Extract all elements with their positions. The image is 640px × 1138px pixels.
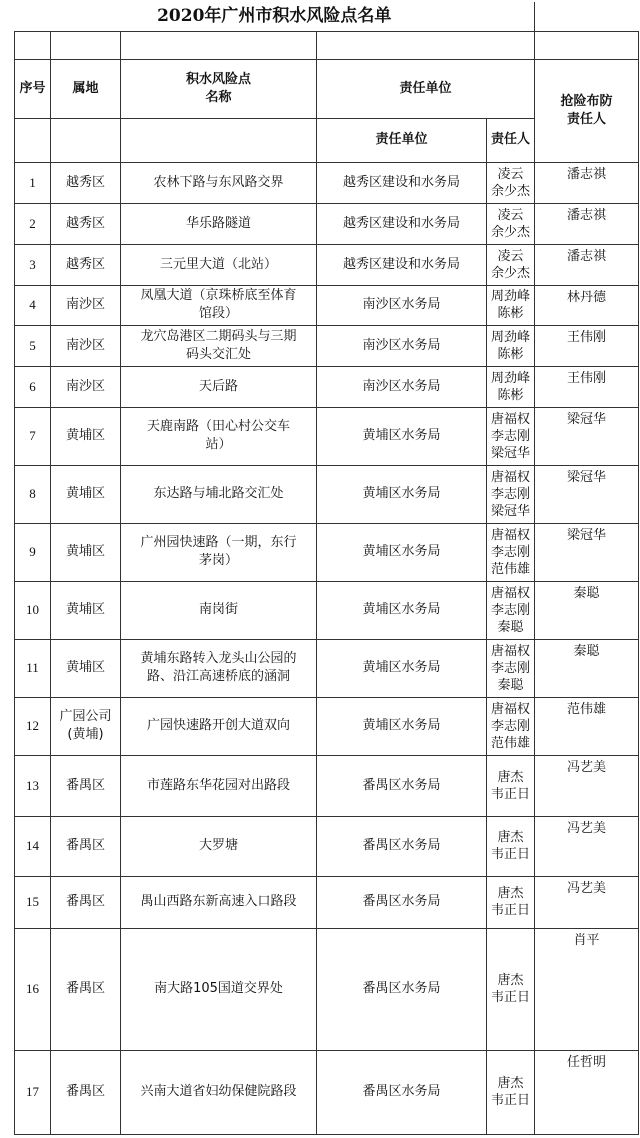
row-index: 14 [15,816,51,876]
table-row [15,755,639,816]
row-unit: 黄埔区水务局 [317,465,487,523]
row-unit: 番禺区水务局 [317,816,487,876]
row-point-name: 市莲路东华花园对出路段 [121,755,317,816]
header-sub-person: 责任人 [487,118,535,162]
row-point-name: 广州园快速路（一期，东行 茅岗） [121,523,317,581]
row-unit: 黄埔区水务局 [317,581,487,639]
table-row [15,285,639,325]
table-row [15,162,639,203]
row-index: 9 [15,523,51,581]
row-leader: 林丹德 [535,285,639,325]
row-persons: 唐福权 李志刚 范伟雄 [487,523,535,581]
row-district: 番禺区 [51,755,121,816]
row-district: 番禺区 [51,876,121,928]
row-district: 南沙区 [51,366,121,407]
row-persons: 唐杰 韦正日 [487,1050,535,1134]
table-row [15,325,639,366]
row-persons: 唐福权 李志刚 范伟雄 [487,697,535,755]
row-district: 越秀区 [51,203,121,244]
row-leader: 梁冠华 [535,465,639,523]
row-persons: 唐杰 韦正日 [487,755,535,816]
row-index: 4 [15,285,51,325]
page-title: 2020年广州市积水风险点名单 [15,2,535,31]
row-persons: 唐福权 李志刚 梁冠华 [487,465,535,523]
blank-cell [15,31,51,59]
table-row [15,697,639,755]
blank-cell [317,31,535,59]
row-index: 3 [15,244,51,285]
row-point-name: 三元里大道（北站） [121,244,317,285]
row-index: 15 [15,876,51,928]
row-leader: 王伟刚 [535,325,639,366]
row-persons: 唐杰 韦正日 [487,928,535,1050]
row-persons: 唐福权 李志刚 秦聪 [487,581,535,639]
risk-point-table [14,2,639,1135]
row-leader: 梁冠华 [535,407,639,465]
row-point-name: 天后路 [121,366,317,407]
header-index: 序号 [15,59,51,118]
row-index: 2 [15,203,51,244]
title-blank-cell [535,2,639,31]
row-unit: 番禺区水务局 [317,876,487,928]
row-unit: 番禺区水务局 [317,755,487,816]
header-sub-unit: 责任单位 [317,118,487,162]
row-leader: 秦聪 [535,581,639,639]
row-district: 黄埔区 [51,407,121,465]
blank-cell [15,118,51,162]
row-point-name: 黄埔东路转入龙头山公园的 路、沿江高速桥底的涵洞 [121,639,317,697]
row-unit: 番禺区水务局 [317,928,487,1050]
row-unit: 南沙区水务局 [317,325,487,366]
row-index: 11 [15,639,51,697]
row-unit: 越秀区建设和水务局 [317,244,487,285]
table-row [15,928,639,1050]
row-point-name: 龙穴岛港区二期码头与三期 码头交汇处 [121,325,317,366]
row-persons: 凌云 余少杰 [487,162,535,203]
row-persons: 周劲峰 陈彬 [487,325,535,366]
row-persons: 凌云 余少杰 [487,244,535,285]
row-index: 10 [15,581,51,639]
row-point-name: 农林下路与东风路交界 [121,162,317,203]
row-point-name: 禺山西路东新高速入口路段 [121,876,317,928]
row-unit: 黄埔区水务局 [317,523,487,581]
row-index: 13 [15,755,51,816]
row-point-name: 天鹿南路（田心村公交车 站） [121,407,317,465]
row-persons: 唐杰 韦正日 [487,876,535,928]
table-row [15,366,639,407]
row-leader: 任哲明 [535,1050,639,1134]
row-leader: 王伟刚 [535,366,639,407]
row-index: 6 [15,366,51,407]
table-row [15,876,639,928]
row-district: 番禺区 [51,928,121,1050]
row-unit: 南沙区水务局 [317,366,487,407]
blank-cell [121,31,317,59]
row-point-name: 东达路与埔北路交汇处 [121,465,317,523]
row-leader: 秦聪 [535,639,639,697]
row-persons: 凌云 余少杰 [487,203,535,244]
table-row [15,203,639,244]
row-district: 番禺区 [51,1050,121,1134]
row-leader: 冯艺美 [535,755,639,816]
row-index: 16 [15,928,51,1050]
blank-cell [121,118,317,162]
row-point-name: 兴南大道省妇幼保健院路段 [121,1050,317,1134]
row-index: 1 [15,162,51,203]
row-leader: 冯艺美 [535,816,639,876]
row-index: 17 [15,1050,51,1134]
header-point-name: 积水风险点 名称 [121,59,317,118]
row-district: 南沙区 [51,325,121,366]
row-district: 黄埔区 [51,523,121,581]
header-leader: 抢险布防 责任人 [535,59,639,162]
row-persons: 唐杰 韦正日 [487,816,535,876]
row-point-name: 南大路105国道交界处 [121,928,317,1050]
row-leader: 冯艺美 [535,876,639,928]
row-district: 越秀区 [51,162,121,203]
row-unit: 越秀区建设和水务局 [317,162,487,203]
header-responsible: 责任单位 [317,59,535,118]
table-row [15,244,639,285]
row-leader: 潘志祺 [535,162,639,203]
row-district: 番禺区 [51,816,121,876]
row-district: 黄埔区 [51,639,121,697]
table-row [15,581,639,639]
row-persons: 唐福权 李志刚 秦聪 [487,639,535,697]
row-point-name: 广园快速路开创大道双向 [121,697,317,755]
row-unit: 越秀区建设和水务局 [317,203,487,244]
header-district: 属地 [51,59,121,118]
row-leader: 范伟雄 [535,697,639,755]
blank-cell [51,31,121,59]
row-district: 黄埔区 [51,465,121,523]
row-point-name: 华乐路隧道 [121,203,317,244]
row-unit: 番禺区水务局 [317,1050,487,1134]
row-leader: 肖平 [535,928,639,1050]
row-index: 12 [15,697,51,755]
row-index: 5 [15,325,51,366]
row-index: 7 [15,407,51,465]
table-row [15,1050,639,1134]
row-persons: 周劲峰 陈彬 [487,285,535,325]
row-district: 越秀区 [51,244,121,285]
table-row [15,465,639,523]
table-row [15,523,639,581]
row-leader: 潘志祺 [535,203,639,244]
row-point-name: 凤凰大道（京珠桥底至体育 馆段） [121,285,317,325]
row-unit: 黄埔区水务局 [317,697,487,755]
row-persons: 周劲峰 陈彬 [487,366,535,407]
row-district: 广园公司 (黄埔) [51,697,121,755]
row-leader: 潘志祺 [535,244,639,285]
row-unit: 南沙区水务局 [317,285,487,325]
row-persons: 唐福权 李志刚 梁冠华 [487,407,535,465]
table-row [15,816,639,876]
row-unit: 黄埔区水务局 [317,639,487,697]
row-index: 8 [15,465,51,523]
row-leader: 梁冠华 [535,523,639,581]
blank-cell [51,118,121,162]
row-unit: 黄埔区水务局 [317,407,487,465]
row-district: 黄埔区 [51,581,121,639]
row-point-name: 大罗塘 [121,816,317,876]
row-district: 南沙区 [51,285,121,325]
row-point-name: 南岗街 [121,581,317,639]
blank-cell [535,31,639,59]
table-row [15,407,639,465]
table-row [15,639,639,697]
